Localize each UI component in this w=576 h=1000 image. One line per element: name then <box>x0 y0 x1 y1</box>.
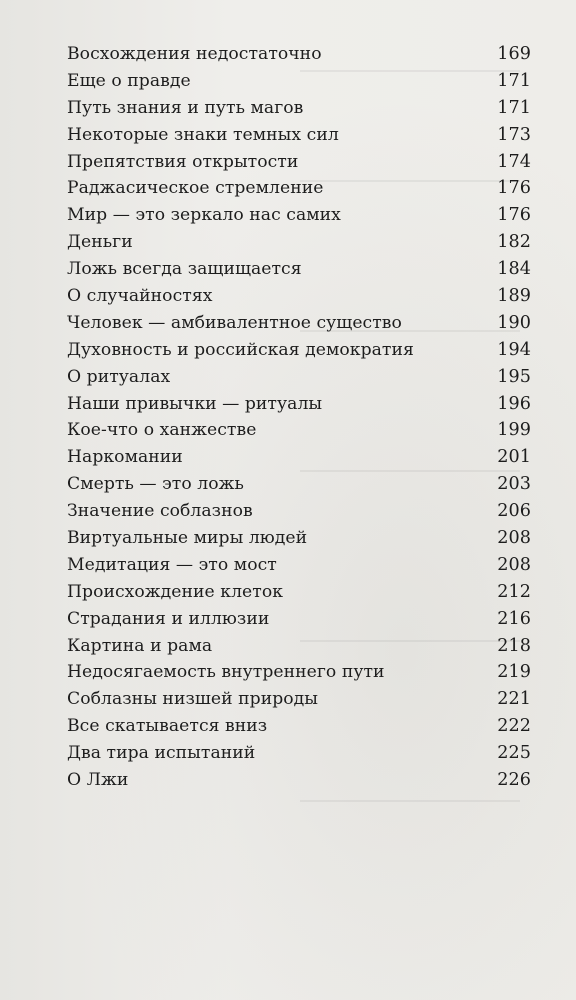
toc-entry <box>67 474 531 501</box>
toc-entry <box>67 770 531 797</box>
toc-entry-page-number: 190 <box>497 312 531 333</box>
toc-entry <box>67 125 531 152</box>
toc-entry <box>67 582 531 609</box>
toc-entry-title: Препятствия открытости <box>67 151 299 172</box>
toc-entry-title: Медитация — это мост <box>67 554 277 575</box>
toc-entry <box>67 313 531 340</box>
toc-entry-page-number: 173 <box>497 124 531 145</box>
bleed-through-line <box>300 800 520 802</box>
toc-entry-title: О Лжи <box>67 770 129 791</box>
toc-entry-page-number: 169 <box>497 44 531 64</box>
toc-entry-page-number: 208 <box>497 528 531 549</box>
toc-entry-title: Мир — это зеркало нас самих <box>67 205 341 226</box>
toc-entry-title: Кое-что о ханжестве <box>67 420 257 441</box>
toc-entry <box>67 286 531 313</box>
toc-entry-title: Еще о правде <box>67 70 191 91</box>
toc-entry-page-number: 199 <box>497 420 531 441</box>
toc-entry-page-number: 176 <box>497 178 531 199</box>
toc-entry-page-number: 201 <box>497 447 531 468</box>
toc-entry-page-number: 225 <box>497 743 531 764</box>
toc-entry <box>67 689 531 716</box>
toc-entry-page-number: 212 <box>497 581 531 602</box>
toc-entry <box>67 501 531 528</box>
toc-entry-page-number: 206 <box>497 501 531 522</box>
toc-entry <box>67 367 531 394</box>
toc-entry-title: Смерть — это ложь <box>67 474 244 495</box>
toc-entry-page-number: 216 <box>497 608 531 629</box>
toc-entry <box>67 205 531 232</box>
toc-entry-title: Картина и рама <box>67 635 213 656</box>
toc-entry-title: Виртуальные миры людей <box>67 528 308 549</box>
toc-entry <box>67 178 531 205</box>
toc-entry-page-number: 174 <box>497 151 531 172</box>
toc-entry <box>67 662 531 689</box>
toc-entry-title: О случайностях <box>67 286 213 307</box>
toc-entry <box>67 528 531 555</box>
toc-entry-title: Раджасическое стремление <box>67 178 324 199</box>
toc-entry-title: Некоторые знаки темных сил <box>67 124 339 145</box>
toc-entry <box>67 420 531 447</box>
table-of-contents <box>67 44 531 797</box>
toc-entry-title: Происхождение клеток <box>67 581 284 602</box>
toc-entry <box>67 447 531 474</box>
toc-entry <box>67 44 531 71</box>
toc-entry <box>67 259 531 286</box>
toc-entry-title: Человек — амбивалентное существо <box>67 312 402 333</box>
toc-entry-title: Путь знания и путь магов <box>67 97 304 118</box>
toc-entry-title: Соблазны низшей природы <box>67 689 319 710</box>
toc-entry-title: О ритуалах <box>67 366 171 387</box>
toc-entry <box>67 340 531 367</box>
toc-entry-title: Ложь всегда защищается <box>67 259 302 280</box>
toc-entry <box>67 394 531 421</box>
toc-entry <box>67 636 531 663</box>
toc-entry <box>67 232 531 259</box>
toc-entry <box>67 716 531 743</box>
toc-entry-title: Деньги <box>67 232 133 253</box>
toc-entry-title: Духовность и российская демократия <box>67 339 414 360</box>
toc-entry-page-number: 176 <box>497 205 531 226</box>
toc-entry-title: Все скатывается вниз <box>67 716 268 737</box>
toc-entry <box>67 743 531 770</box>
toc-entry-title: Наркомании <box>67 447 183 468</box>
toc-entry-title: Восхождения недостаточно <box>67 44 322 64</box>
toc-entry <box>67 152 531 179</box>
toc-entry-page-number: 184 <box>497 259 531 280</box>
toc-entry-page-number: 196 <box>497 393 531 414</box>
toc-entry-page-number: 222 <box>497 716 531 737</box>
toc-entry-page-number: 194 <box>497 339 531 360</box>
toc-entry-page-number: 226 <box>497 770 531 791</box>
toc-entry <box>67 555 531 582</box>
toc-entry-page-number: 171 <box>497 97 531 118</box>
toc-entry-page-number: 182 <box>497 232 531 253</box>
toc-entry <box>67 71 531 98</box>
toc-entry-page-number: 219 <box>497 662 531 683</box>
toc-entry-title: Значение соблазнов <box>67 501 253 522</box>
toc-entry-page-number: 189 <box>497 286 531 307</box>
toc-entry-page-number: 218 <box>497 635 531 656</box>
toc-entry-page-number: 208 <box>497 554 531 575</box>
toc-entry-title: Наши привычки — ритуалы <box>67 393 323 414</box>
toc-entry-title: Недосягаемость внутреннего пути <box>67 662 385 683</box>
toc-entry-page-number: 195 <box>497 366 531 387</box>
toc-entry-page-number: 203 <box>497 474 531 495</box>
toc-entry-page-number: 171 <box>497 70 531 91</box>
toc-entry <box>67 98 531 125</box>
toc-entry <box>67 609 531 636</box>
toc-entry-title: Страдания и иллюзии <box>67 608 270 629</box>
toc-entry-title: Два тира испытаний <box>67 743 256 764</box>
toc-entry-page-number: 221 <box>497 689 531 710</box>
